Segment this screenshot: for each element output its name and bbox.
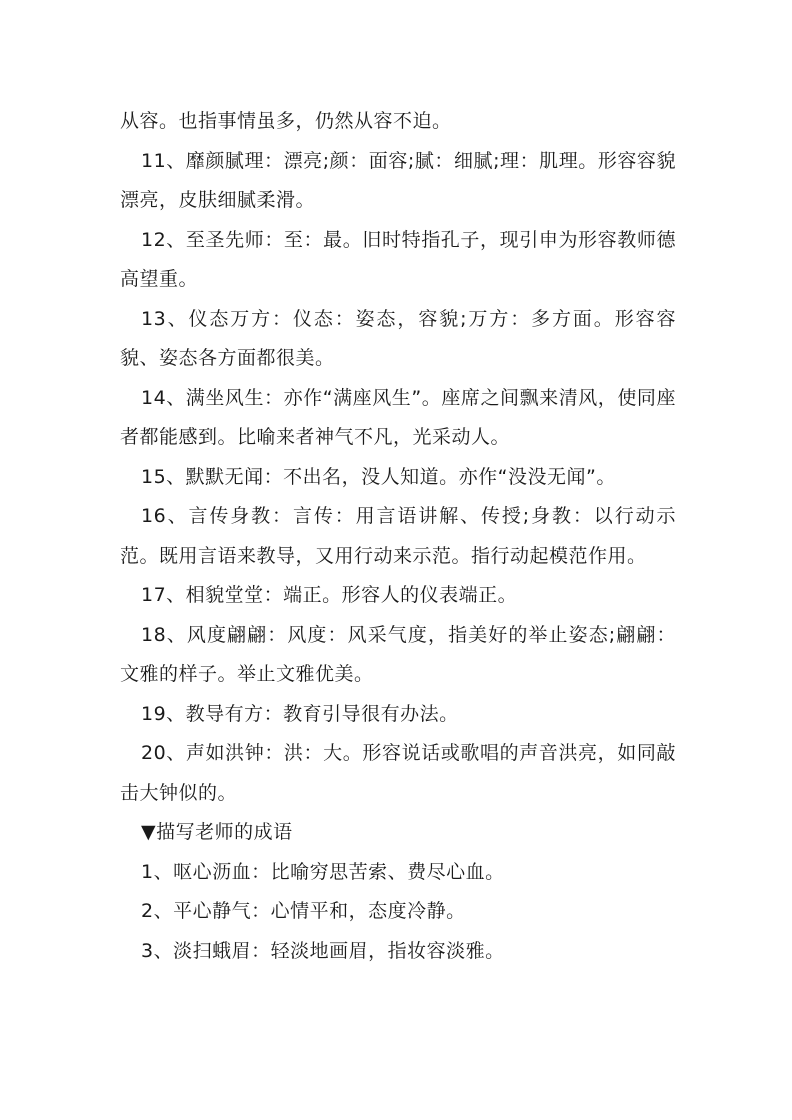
idiom-item-11: 11、靡颜腻理：漂亮;颜：面容;腻：细腻;理：肌理。形容容貌漂亮，皮肤细腻柔滑。 <box>120 149 676 211</box>
idiom-item-14: 14、满坐风生：亦作“满座风生”。座席之间飘来清风，使同座者都能感到。比喻来者神气不凡，光采动人。 <box>120 386 676 448</box>
section-heading: ▼描写老师的成语 <box>141 821 293 843</box>
idiom-item-13: 13、仪态万方：仪态：姿态，容貌;万方：多方面。形容容貌、姿态各方面都很美。 <box>120 307 676 369</box>
document-body <box>120 102 676 971</box>
idiom-item-20: 20、声如洪钟：洪：大。形容说话或歌唱的声音洪亮，如同敲击大钟似的。 <box>120 742 676 804</box>
teacher-idiom-item-1: 1、呕心沥血：比喻穷思苦索、费尽心血。 <box>141 860 505 883</box>
teacher-idiom-item-2: 2、平心静气：心情平和，态度冷静。 <box>141 900 466 922</box>
idiom-item-12: 12、至圣先师：至：最。旧时特指孔子，现引申为形容教师德高望重。 <box>120 228 676 290</box>
idiom-item-15: 15、默默无闻：不出名，没人知道。亦作“没没无闻”。 <box>141 465 616 488</box>
teacher-idiom-item-3: 3、淡扫蛾眉：轻淡地画眉，指妆容淡雅。 <box>141 939 505 962</box>
paragraph-continuation: 从容。也指事情虽多，仍然从容不迫。 <box>120 110 452 132</box>
idiom-item-19: 19、教导有方：教育引导很有办法。 <box>141 702 459 725</box>
idiom-item-17: 17、相貌堂堂：端正。形容人的仪表端正。 <box>141 584 518 606</box>
idiom-item-16: 16、言传身教：言传：用言语讲解、传授;身教：以行动示范。既用言语来教导，又用行动来示范。指行动起模范作用。 <box>120 505 676 567</box>
idiom-item-18: 18、风度翩翩：风度：风采气度，指美好的举止姿态;翩翩：文雅的样子。举止文雅优美。 <box>120 623 676 685</box>
